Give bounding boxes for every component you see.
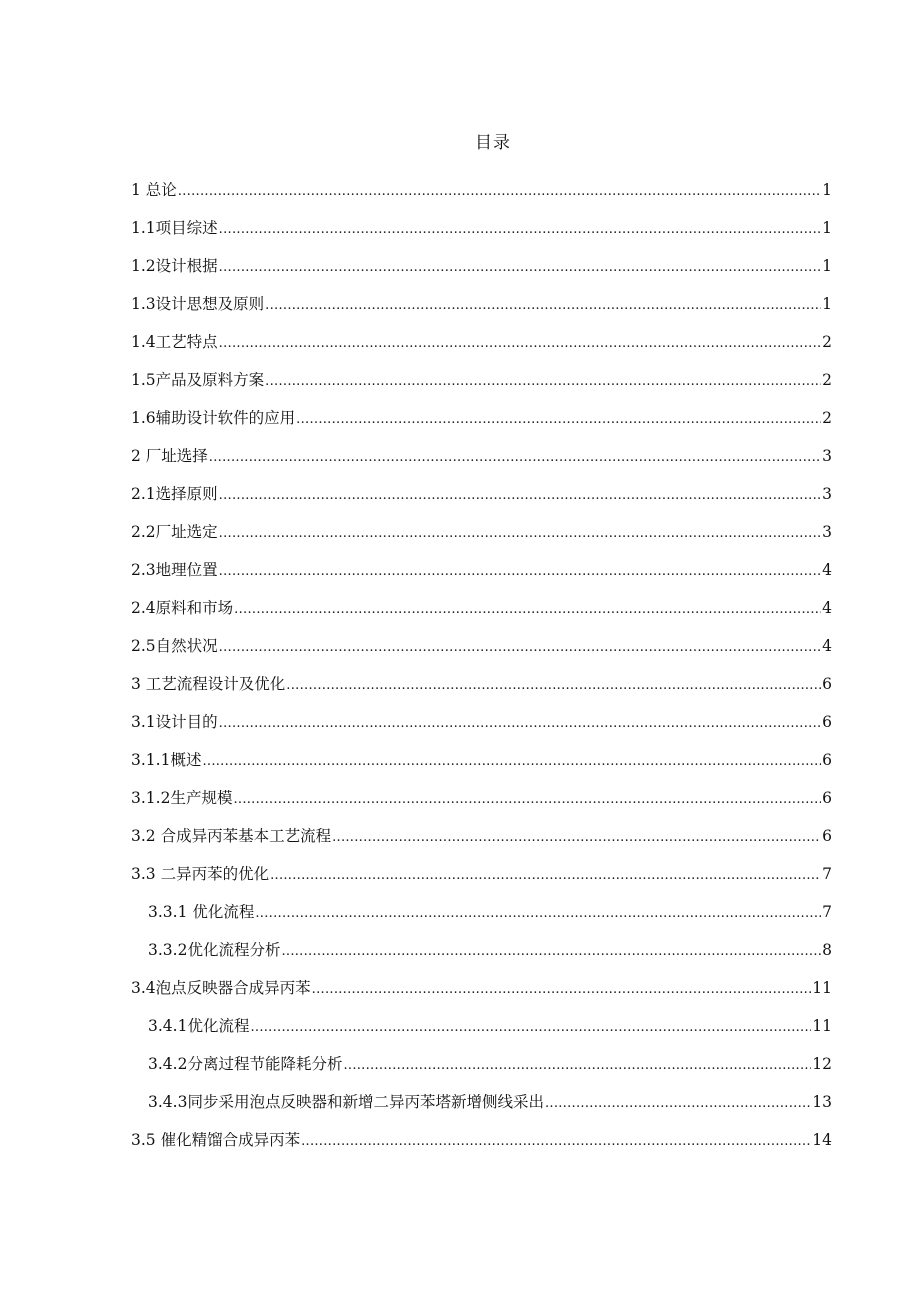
toc-entry-page-number: 11	[812, 979, 832, 997]
toc-entry-page-number: 6	[822, 675, 832, 693]
toc-entry-page-number: 1	[822, 219, 832, 237]
toc-entry-page-number: 6	[822, 789, 832, 807]
toc-entry	[131, 862, 832, 886]
toc-dot-leader	[255, 902, 821, 926]
toc-entry-label: 1.4工艺特点	[131, 333, 218, 351]
toc-entry-page-number: 2	[822, 409, 832, 427]
toc-dot-leader	[265, 294, 821, 318]
toc-dot-leader	[281, 940, 821, 964]
toc-entry-label: 3.5 催化精馏合成异丙苯	[131, 1131, 301, 1149]
toc-dot-leader	[265, 370, 821, 394]
toc-dot-leader	[296, 408, 821, 432]
toc-entry-page-number: 4	[822, 637, 832, 655]
toc-entry	[131, 672, 832, 696]
toc-entry-label: 1.6辅助设计软件的应用	[131, 409, 296, 427]
toc-entry-page-number: 6	[822, 751, 832, 769]
toc-entry-label: 2.5自然状况	[131, 637, 218, 655]
toc-entry	[148, 1090, 832, 1114]
toc-entry-page-number: 3	[822, 447, 832, 465]
toc-entry-page-number: 14	[812, 1131, 832, 1149]
toc-entry-label: 3.4.3同步采用泡点反映器和新增二异丙苯塔新增侧线采出	[148, 1093, 544, 1111]
toc-entry-label: 2 厂址选择	[131, 447, 208, 465]
toc-entry-label: 3.3.2优化流程分析	[148, 941, 281, 959]
toc-entry-page-number: 2	[822, 333, 832, 351]
toc-entry	[131, 406, 832, 430]
toc-entry-page-number: 4	[822, 561, 832, 579]
toc-entry-label: 1.5产品及原料方案	[131, 371, 265, 389]
toc-entry	[131, 710, 832, 734]
toc-dot-leader	[209, 446, 821, 470]
toc-dot-leader	[234, 598, 821, 622]
toc-entry-page-number: 7	[822, 903, 832, 921]
toc-entry-label: 3.1.1概述	[131, 751, 202, 769]
toc-dot-leader	[301, 1130, 811, 1154]
toc-entry-label: 2.4原料和市场	[131, 599, 234, 617]
toc-entry-label: 3.3.1 优化流程	[148, 903, 255, 921]
toc-entry	[131, 748, 832, 772]
toc-entry-label: 3.3 二异丙苯的优化	[131, 865, 270, 883]
toc-entry-page-number: 1	[822, 181, 832, 199]
toc-dot-leader	[219, 712, 821, 736]
toc-entry	[148, 1014, 832, 1038]
toc-entry	[131, 634, 832, 658]
toc-dot-leader	[332, 826, 821, 850]
toc-entry	[131, 178, 832, 202]
toc-dot-leader	[219, 522, 821, 546]
toc-dot-leader	[219, 636, 821, 660]
toc-entry	[131, 254, 832, 278]
toc-entry	[131, 444, 832, 468]
toc-dot-leader	[202, 750, 821, 774]
toc-entry	[131, 292, 832, 316]
toc-entry-page-number: 8	[822, 941, 832, 959]
toc-entry-label: 3.4.1优化流程	[148, 1017, 250, 1035]
toc-dot-leader	[219, 218, 821, 242]
toc-entry-label: 3.2 合成异丙苯基本工艺流程	[131, 827, 332, 845]
toc-dot-leader	[545, 1092, 811, 1116]
toc-entry-label: 3.1.2生产规模	[131, 789, 233, 807]
toc-dot-leader	[219, 256, 821, 280]
toc-dot-leader	[178, 180, 821, 204]
toc-entry	[131, 558, 832, 582]
toc-entry-page-number: 13	[812, 1093, 832, 1111]
toc-entry-page-number: 4	[822, 599, 832, 617]
toc-entry	[131, 786, 832, 810]
toc-entry	[131, 1128, 832, 1152]
toc-dot-leader	[219, 332, 821, 356]
toc-title: 目录	[475, 133, 511, 153]
toc-entry-label: 3 工艺流程设计及优化	[131, 675, 286, 693]
toc-entry-page-number: 3	[822, 523, 832, 541]
toc-entry	[131, 976, 832, 1000]
toc-entry-page-number: 1	[822, 295, 832, 313]
toc-entry-label: 1.2设计根据	[131, 257, 218, 275]
toc-entry-label: 2.2厂址选定	[131, 523, 218, 541]
toc-entry-label: 1 总论	[131, 181, 177, 199]
toc-entry	[131, 330, 832, 354]
toc-entry	[148, 1052, 832, 1076]
toc-dot-leader	[312, 978, 812, 1002]
toc-entry-page-number: 2	[822, 371, 832, 389]
toc-entry-page-number: 7	[822, 865, 832, 883]
toc-entry-page-number: 1	[822, 257, 832, 275]
toc-entry-page-number: 6	[822, 827, 832, 845]
toc-entry	[131, 368, 832, 392]
toc-entry-page-number: 6	[822, 713, 832, 731]
toc-dot-leader	[219, 560, 821, 584]
toc-entry-page-number: 11	[812, 1017, 832, 1035]
toc-entry-label: 1.1项目综述	[131, 219, 218, 237]
toc-entry-page-number: 12	[812, 1055, 832, 1073]
toc-entry-label: 2.3地理位置	[131, 561, 218, 579]
toc-entry	[131, 824, 832, 848]
toc-entry	[131, 482, 832, 506]
toc-entry-page-number: 3	[822, 485, 832, 503]
toc-entry	[131, 216, 832, 240]
toc-dot-leader	[219, 484, 821, 508]
toc-entry-label: 3.1设计目的	[131, 713, 218, 731]
toc-dot-leader	[343, 1054, 811, 1078]
toc-dot-leader	[250, 1016, 811, 1040]
toc-entry	[131, 596, 832, 620]
toc-entry-label: 2.1选择原则	[131, 485, 218, 503]
toc-dot-leader	[233, 788, 821, 812]
toc-entry	[148, 900, 832, 924]
toc-entry	[131, 520, 832, 544]
toc-entry-label: 1.3设计思想及原则	[131, 295, 265, 313]
toc-entry	[148, 938, 832, 962]
toc-dot-leader	[286, 674, 821, 698]
toc-dot-leader	[270, 864, 821, 888]
toc-entry-label: 3.4泡点反映器合成异丙苯	[131, 979, 311, 997]
toc-entry-label: 3.4.2分离过程节能降耗分析	[148, 1055, 343, 1073]
